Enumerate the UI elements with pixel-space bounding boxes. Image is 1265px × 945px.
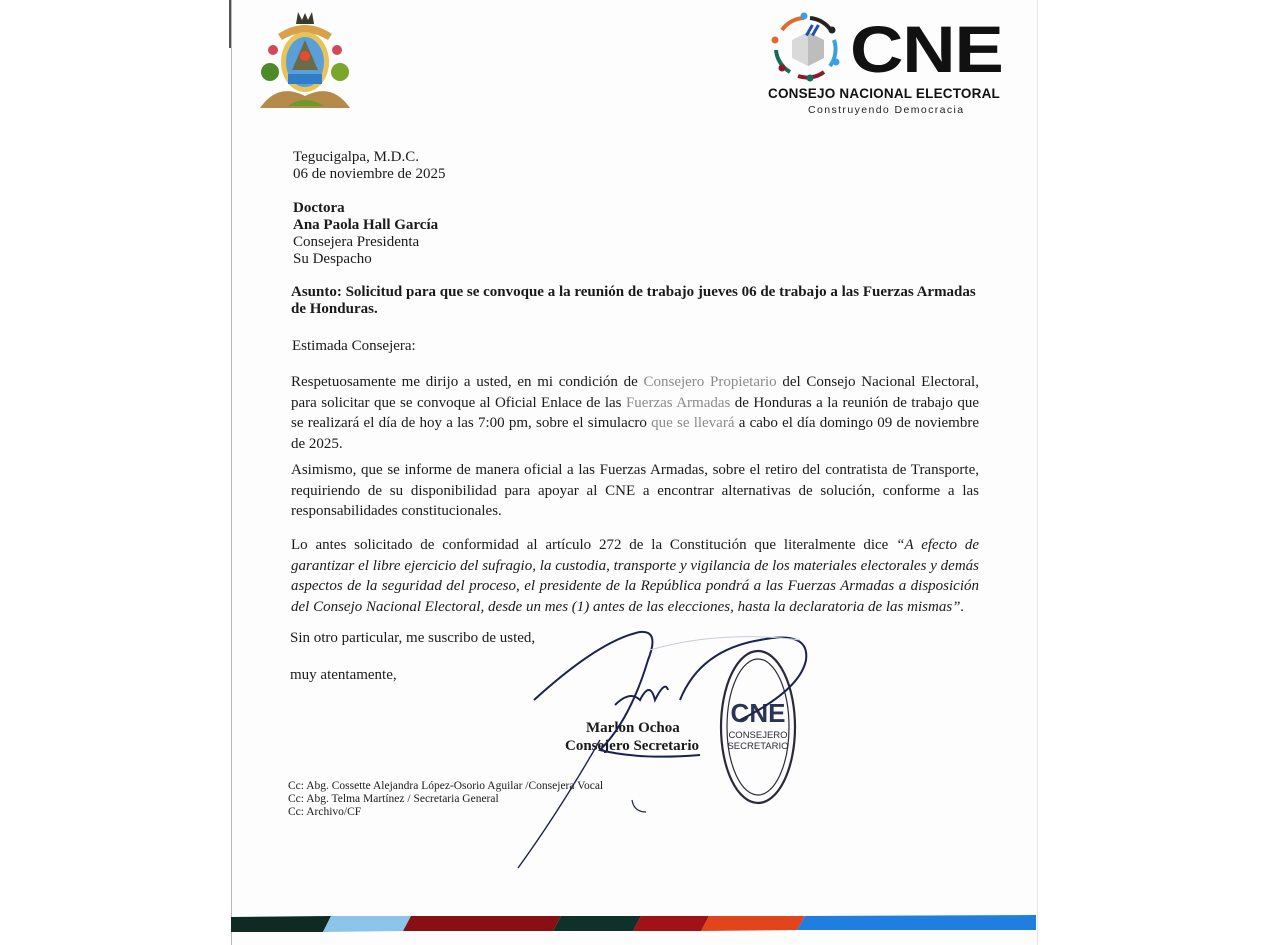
cc-line: Cc: Abg. Cossette Alejandra López-Osorio Aguilar /Consejera Vocal bbox=[288, 780, 604, 792]
signer-position: Consejero Secretario bbox=[565, 738, 699, 754]
p1-text-1: Respetuosamente me dirijo a usted, en mi condición de bbox=[291, 374, 644, 390]
footer-color-bar bbox=[231, 915, 1036, 932]
recipient-office: Su Despacho bbox=[293, 251, 372, 267]
stamp-line-2: SECRETARIO bbox=[727, 741, 789, 752]
official-stamp bbox=[718, 648, 798, 806]
recipient-title: Doctora bbox=[293, 200, 345, 216]
recipient-position: Consejera Presidenta bbox=[293, 234, 420, 250]
page-edge-shadow bbox=[229, 0, 231, 48]
stamp-line-1: CONSEJERO bbox=[728, 730, 788, 741]
p1-faded-2: Fuerzas Armadas bbox=[625, 394, 731, 411]
p1-faded-3: que se llevará bbox=[651, 415, 735, 431]
closing-line-2: muy atentamente, bbox=[290, 667, 397, 683]
letter-date: 06 de noviembre de 2025 bbox=[293, 166, 446, 182]
paragraph-request bbox=[291, 372, 979, 454]
letter-place: Tegucigalpa, M.D.C. bbox=[293, 149, 420, 165]
recipient-name: Ana Paola Hall García bbox=[293, 217, 439, 233]
letter-greeting: Estimada Consejera: bbox=[292, 338, 416, 354]
cc-line: Cc: Abg. Telma Martínez / Secretaria General bbox=[288, 793, 499, 805]
p1-text-2: del Consejo Nacional Electoral, para solicitar que se convoque al Oficial Enlace de las bbox=[291, 374, 979, 411]
p3-quote: “A efecto de garantizar el libre ejercicio del sufragio, la custodia, transporte y vigilancia de los materiales electorales y demás aspectos de la seguridad del proceso, el presidente de la República pondrá a las Fuerzas Armadas a disposición del Consejo Nacional Electoral, desde un mes (1) antes de las elecciones, hasta la declaratoria de las mismas”. bbox=[291, 537, 979, 615]
p3-intro: Lo antes solicitado de conformidad al artículo 272 de la Constitución que literalmente dice bbox=[291, 537, 897, 553]
stamp-acronym: CNE bbox=[730, 698, 786, 728]
paragraph-constitution bbox=[291, 535, 979, 617]
p1-text-4: a cabo el día domingo 09 de noviembre de 2025. bbox=[291, 415, 979, 452]
paragraph-transport: Asimismo, que se informe de manera oficial a las Fuerzas Armadas, sobre el retiro del contratista de Transporte, requiriendo de su disponibilidad para apoyar al CNE a encontrar alternativas de solución, conforme a las responsabilidades constitucionales. bbox=[291, 462, 979, 519]
cne-acronym: CNE bbox=[850, 12, 1003, 86]
cne-ballot-box-icon bbox=[768, 10, 844, 84]
p1-text-3: de Honduras a la reunión de trabajo que se realizará el día de hoy a las 7:00 pm, sobre el simulacro bbox=[291, 394, 980, 431]
cne-tagline: Construyendo Democracia bbox=[808, 104, 965, 116]
honduras-coat-of-arms-icon bbox=[258, 10, 352, 112]
p1-faded-1: Consejero Propietario bbox=[643, 374, 777, 390]
closing-line-1: Sin otro particular, me suscribo de usted, bbox=[290, 630, 536, 646]
letter-subject: Asunto: Solicitud para que se convoque a la reunión de trabajo jueves 06 de trabajo a las Fuerzas Armadas de Honduras. bbox=[291, 284, 976, 317]
cne-logo bbox=[766, 10, 1014, 120]
signer-name: Marlon Ochoa bbox=[586, 720, 680, 736]
cc-line: Cc: Archivo/CF bbox=[288, 806, 362, 818]
cne-full-name: CONSEJO NACIONAL ELECTORAL bbox=[768, 86, 1000, 101]
